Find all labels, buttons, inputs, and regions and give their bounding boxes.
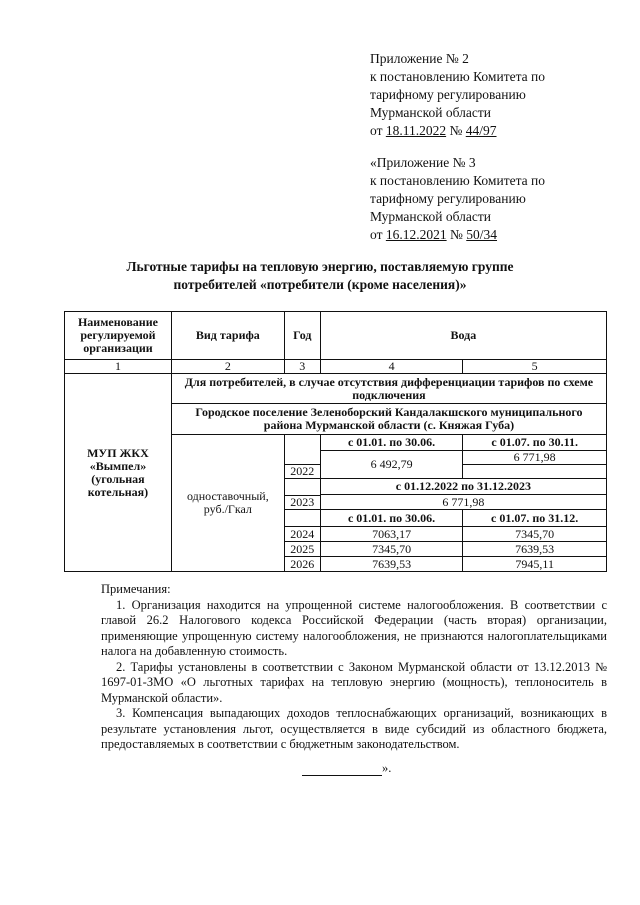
value-h2: 7639,53 xyxy=(463,542,607,557)
value-h1: 7345,70 xyxy=(320,542,463,557)
resolution-number: 44/97 xyxy=(465,123,497,138)
appendix-original-line4: Мурманской области xyxy=(370,209,491,224)
header-tariff-type: Вид тарифа xyxy=(171,312,284,360)
year-cell-blank xyxy=(284,435,320,465)
year-2022: 2022 xyxy=(284,465,320,479)
period-h1-2022: с 01.01. по 30.06. xyxy=(320,435,463,451)
period-h2-2022: с 01.07. по 30.11. xyxy=(463,435,607,451)
year-cell-blank xyxy=(284,510,320,527)
note-item xyxy=(101,598,607,660)
appendix-current-date-line xyxy=(370,122,545,140)
value-h2: 7345,70 xyxy=(463,527,607,542)
note-number: 3. xyxy=(116,706,126,720)
column-number: 1 xyxy=(65,360,172,374)
value-h1: 7063,17 xyxy=(320,527,463,542)
column-number: 5 xyxy=(463,360,607,374)
closing-underline xyxy=(302,763,382,776)
header-year: Год xyxy=(284,312,320,360)
appendix-current-line4: Мурманской области xyxy=(370,105,491,120)
title-line1: Льготные тарифы на тепловую энергию, поставляемую группе xyxy=(126,259,514,274)
year-cell: 2025 xyxy=(284,542,320,557)
notes-heading: Примечания: xyxy=(101,582,171,596)
resolution-date: 18.11.2022 xyxy=(385,123,447,138)
appendix-current-line2: к постановлению Комитета по xyxy=(370,69,545,84)
number-prefix: № xyxy=(449,123,463,138)
column-number: 3 xyxy=(284,360,320,374)
closing-quote: ». xyxy=(382,761,392,775)
title-line2: потребителей «потребители (кроме населения)» xyxy=(173,277,467,292)
value-2022-h2-blank xyxy=(463,465,607,479)
appendix-original-line2: к постановлению Комитета по xyxy=(370,173,545,188)
resolution-number: 50/34 xyxy=(466,227,498,242)
tariff-table xyxy=(64,311,607,572)
settlement-header: Городское поселение Зеленоборский Кандалакшского муниципального района Мурманской области (с. Княжая Губа) xyxy=(171,404,606,435)
document-title xyxy=(60,258,580,294)
table-header-row xyxy=(65,312,607,360)
value-2022-h2: 6 771,98 xyxy=(463,451,607,465)
tariff-kind: одноставочный, руб./Гкал xyxy=(171,435,284,572)
year-cell: 2026 xyxy=(284,557,320,572)
note-text: Организация находится на упрощенной системе налогообложения. В соответствии с главой 26.2 Налогового кодекса Российской Федерации (часть вторая) организации, применяющие упрощенную систему налогообложения, не признаются налогоплательщиками налога на добавленную стоимость. xyxy=(101,597,607,658)
notes-section xyxy=(101,582,607,753)
number-prefix: № xyxy=(449,227,463,242)
column-number: 4 xyxy=(320,360,463,374)
note-text: Компенсация выпадающих доходов теплоснабжающих организаций, возникающих в результате установления льгот, осуществляется в виде субсидий из областного бюджета, предоставляемых в соответствии с бюджетным законодательством. xyxy=(101,706,607,751)
closing-line xyxy=(302,761,391,776)
year-cell-blank xyxy=(284,479,320,496)
header-org: Наименование регулируемой организации xyxy=(65,312,172,360)
year-cell: 2024 xyxy=(284,527,320,542)
appendix-current-line1: Приложение № 2 xyxy=(370,51,469,66)
value-2023: 6 771,98 xyxy=(320,495,606,510)
note-number: 2. xyxy=(116,659,126,674)
appendix-original-line3: тарифному регулированию xyxy=(370,191,526,206)
table-row xyxy=(65,374,607,404)
appendix-current-line3: тарифному регулированию xyxy=(370,87,526,102)
resolution-date: 16.12.2021 xyxy=(385,227,447,242)
header-water: Вода xyxy=(320,312,606,360)
note-number: 1. xyxy=(116,597,126,612)
section-header: Для потребителей, в случае отсутствия дифференциации тарифов по схеме подключения xyxy=(171,374,606,404)
column-number-row xyxy=(65,360,607,374)
note-text: Тарифы установлены в соответствии с Законом Мурманской области от 13.12.2013 № 1697-01-ЗМО «О льготных тарифах на тепловую энергию (мощность), теплоноситель в Мурманской области». xyxy=(101,659,608,705)
period-h2: с 01.07. по 31.12. xyxy=(463,510,607,527)
note-item xyxy=(101,660,607,707)
period-h1: с 01.01. по 30.06. xyxy=(320,510,463,527)
column-number: 2 xyxy=(171,360,284,374)
year-2023: 2023 xyxy=(284,496,320,510)
appendix-original-date-line xyxy=(370,226,545,244)
date-prefix: от xyxy=(370,123,383,138)
value-h1: 7639,53 xyxy=(320,557,463,572)
appendix-original-line1: «Приложение № 3 xyxy=(370,155,476,170)
period-dec-2022: с 01.12.2022 по 31.12.2023 xyxy=(320,479,606,495)
date-prefix: от xyxy=(370,227,383,242)
value-2022-h1: 6 492,79 xyxy=(320,451,463,479)
appendix-current-block xyxy=(370,50,545,140)
value-h2: 7945,11 xyxy=(463,557,607,572)
appendix-original-block xyxy=(370,154,545,244)
note-item xyxy=(101,706,607,753)
organization-name: МУП ЖКХ «Вымпел» (угольная котельная) xyxy=(65,374,172,572)
